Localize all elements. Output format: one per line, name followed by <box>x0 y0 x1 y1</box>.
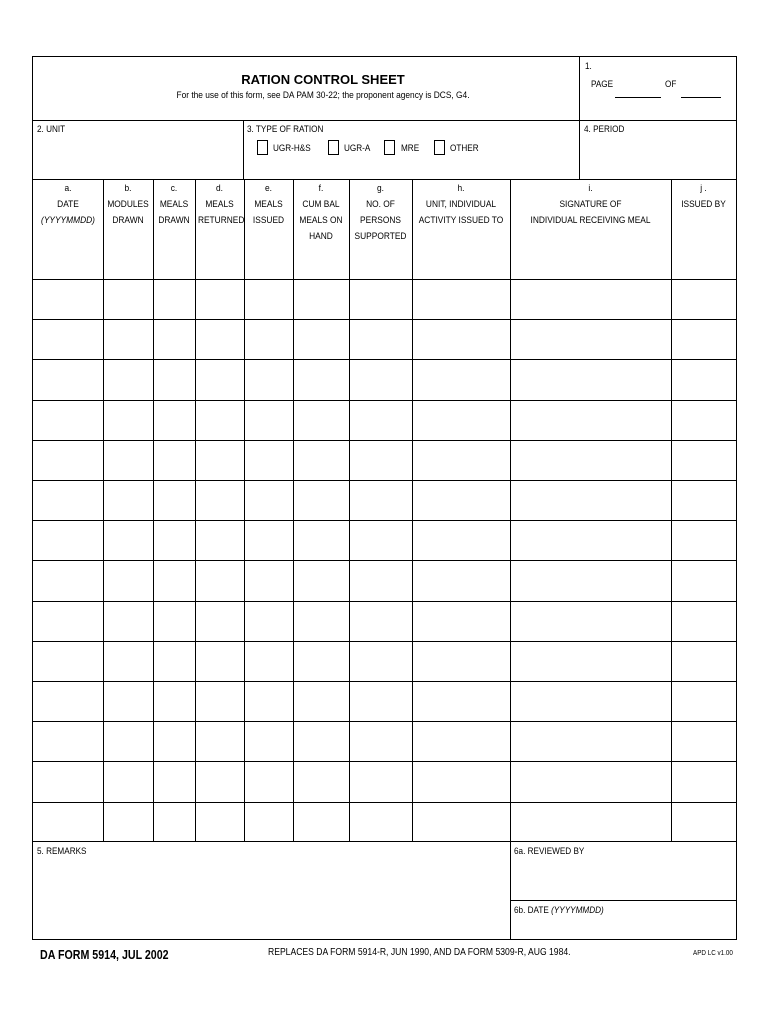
column-label-line: PERSONS <box>360 215 401 226</box>
column-label-line: DRAWN <box>158 215 190 226</box>
table-cell[interactable] <box>413 401 509 439</box>
table-cell[interactable] <box>154 401 194 439</box>
table-cell[interactable] <box>196 561 243 599</box>
option-mre-label: MRE <box>401 143 420 154</box>
table-cell[interactable] <box>196 481 243 519</box>
column-label-line: MEALS <box>254 199 283 210</box>
table-cell[interactable] <box>511 602 670 640</box>
table-cell[interactable] <box>413 280 509 318</box>
table-cell[interactable] <box>245 561 292 599</box>
table-cell[interactable] <box>294 441 348 479</box>
form-subtitle: For the use of this form, see DA PAM 30-22; the proponent agency is DCS, G4. <box>176 90 470 101</box>
checkbox-ugr-hs[interactable] <box>257 140 268 155</box>
column-label-line: MODULES <box>107 199 149 210</box>
table-cell[interactable] <box>672 762 735 800</box>
table-cell[interactable] <box>294 280 348 318</box>
table-cell[interactable] <box>245 762 292 800</box>
table-cell[interactable] <box>672 561 735 599</box>
checkbox-ugr-a[interactable] <box>328 140 339 155</box>
table-cell[interactable] <box>34 280 102 318</box>
table-cell[interactable] <box>672 360 735 398</box>
column-label-line: INDIVIDUAL RECEIVING MEAL <box>530 215 651 226</box>
table-cell[interactable] <box>350 682 411 720</box>
table-cell[interactable] <box>34 561 102 599</box>
column-header-3 <box>153 181 195 277</box>
table-cell[interactable] <box>245 481 292 519</box>
table-cell[interactable] <box>34 803 102 841</box>
table-cell[interactable] <box>245 360 292 398</box>
table-cell[interactable] <box>34 481 102 519</box>
table-cell[interactable] <box>196 762 243 800</box>
table-cell[interactable] <box>511 481 670 519</box>
table-cell[interactable] <box>196 642 243 680</box>
option-ugr-a-label: UGR-A <box>344 143 371 154</box>
column-header-8 <box>412 181 510 277</box>
table-cell[interactable] <box>104 441 152 479</box>
table-cell[interactable] <box>511 642 670 680</box>
unit-field[interactable] <box>33 121 243 179</box>
table-cell[interactable] <box>196 401 243 439</box>
table-cell[interactable] <box>350 762 411 800</box>
table-cell[interactable] <box>34 521 102 559</box>
column-letter: h. <box>457 183 465 194</box>
table-cell[interactable] <box>245 401 292 439</box>
table-cell[interactable] <box>104 682 152 720</box>
column-letter: i. <box>588 183 593 194</box>
table-cell[interactable] <box>196 320 243 358</box>
table-cell[interactable] <box>350 602 411 640</box>
table-cell[interactable] <box>672 803 735 841</box>
table-cell[interactable] <box>413 481 509 519</box>
ration-type-label: 3. TYPE OF RATION <box>247 124 324 135</box>
table-cell[interactable] <box>672 521 735 559</box>
unit-label: 2. UNIT <box>37 124 66 135</box>
table-cell[interactable] <box>350 521 411 559</box>
table-cell[interactable] <box>413 762 509 800</box>
table-cell[interactable] <box>34 722 102 760</box>
table-cell[interactable] <box>154 360 194 398</box>
column-header-6 <box>293 181 349 277</box>
column-header-2 <box>103 181 153 277</box>
table-cell[interactable] <box>511 441 670 479</box>
table-cell[interactable] <box>154 722 194 760</box>
table-cell[interactable] <box>672 481 735 519</box>
table-cell[interactable] <box>154 320 194 358</box>
review-date-field[interactable] <box>511 901 736 939</box>
table-cell[interactable] <box>104 602 152 640</box>
table-cell[interactable] <box>294 722 348 760</box>
table-cell[interactable] <box>350 280 411 318</box>
table-cell[interactable] <box>350 561 411 599</box>
table-cell[interactable] <box>294 521 348 559</box>
column-label-line: (YYYYMMDD) <box>41 215 95 226</box>
replaces-note: REPLACES DA FORM 5914-R, JUN 1990, AND DA FORM 5309-R, AUG 1984. <box>268 947 571 958</box>
table-cell[interactable] <box>511 682 670 720</box>
table-cell[interactable] <box>154 481 194 519</box>
table-cell[interactable] <box>511 320 670 358</box>
table-cell[interactable] <box>154 762 194 800</box>
column-label-line: RETURNED <box>197 215 245 226</box>
table-cell[interactable] <box>245 521 292 559</box>
table-cell[interactable] <box>34 682 102 720</box>
table-cell[interactable] <box>511 762 670 800</box>
column-header-7 <box>349 181 412 277</box>
column-label-line: SUPPORTED <box>354 231 407 242</box>
column-letter: b. <box>124 183 132 194</box>
page-label: PAGE <box>591 79 614 90</box>
table-cell[interactable] <box>672 642 735 680</box>
table-cell[interactable] <box>34 602 102 640</box>
table-cell[interactable] <box>350 642 411 680</box>
table-cell[interactable] <box>245 441 292 479</box>
table-cell[interactable] <box>350 401 411 439</box>
table-cell[interactable] <box>104 521 152 559</box>
table-cell[interactable] <box>245 602 292 640</box>
table-cell[interactable] <box>413 803 509 841</box>
table-cell[interactable] <box>672 441 735 479</box>
table-cell[interactable] <box>413 642 509 680</box>
table-cell[interactable] <box>154 803 194 841</box>
table-cell[interactable] <box>104 561 152 599</box>
table-cell[interactable] <box>511 401 670 439</box>
table-cell[interactable] <box>154 602 194 640</box>
table-cell[interactable] <box>245 280 292 318</box>
column-header-10 <box>671 181 736 277</box>
option-ugr-hs-label: UGR-H&S <box>273 143 311 154</box>
column-letter: d. <box>216 183 223 194</box>
column-letter: e. <box>265 183 272 194</box>
checkbox-other[interactable] <box>434 140 445 155</box>
table-cell[interactable] <box>350 360 411 398</box>
table-cell[interactable] <box>196 682 243 720</box>
table-cell[interactable] <box>245 803 292 841</box>
column-label-line: MEALS <box>159 199 189 210</box>
table-cell[interactable] <box>294 642 348 680</box>
page-total-field[interactable] <box>681 97 721 98</box>
table-cell[interactable] <box>154 280 194 318</box>
table-cell[interactable] <box>34 642 102 680</box>
table-cell[interactable] <box>413 722 509 760</box>
table-cell[interactable] <box>34 401 102 439</box>
table-cell[interactable] <box>196 441 243 479</box>
table-cell[interactable] <box>34 441 102 479</box>
table-cell[interactable] <box>154 642 194 680</box>
ration-control-form <box>32 56 737 940</box>
table-cell[interactable] <box>34 320 102 358</box>
table-cell[interactable] <box>413 602 509 640</box>
table-cell[interactable] <box>350 803 411 841</box>
table-cell[interactable] <box>245 722 292 760</box>
option-other-label: OTHER <box>450 143 479 154</box>
table-cell[interactable] <box>294 762 348 800</box>
table-cell[interactable] <box>511 280 670 318</box>
column-label-line: ISSUED BY <box>681 199 726 210</box>
table-cell[interactable] <box>104 481 152 519</box>
table-cell[interactable] <box>104 762 152 800</box>
of-label: OF <box>665 79 677 90</box>
column-letter: c. <box>170 183 178 194</box>
table-cell[interactable] <box>104 320 152 358</box>
table-cell[interactable] <box>196 602 243 640</box>
column-letter: j . <box>700 183 707 194</box>
table-cell[interactable] <box>154 521 194 559</box>
review-date-label: 6b. DATE (YYYYMMDD) <box>514 905 604 916</box>
column-label-line: CUM BAL <box>302 199 340 210</box>
table-cell[interactable] <box>196 280 243 318</box>
remarks-field[interactable] <box>33 842 510 940</box>
table-cell[interactable] <box>154 561 194 599</box>
table-cell[interactable] <box>196 722 243 760</box>
table-cell[interactable] <box>104 803 152 841</box>
table-cell[interactable] <box>294 401 348 439</box>
column-label-line: ACTIVITY ISSUED TO <box>418 215 504 226</box>
column-label-line: MEALS <box>205 199 234 210</box>
column-header-5 <box>244 181 293 277</box>
period-field[interactable] <box>580 121 736 179</box>
column-label-line: UNIT, INDIVIDUAL <box>425 199 497 210</box>
table-cell[interactable] <box>196 521 243 559</box>
table-cell[interactable] <box>511 561 670 599</box>
page-number-field[interactable] <box>615 97 661 98</box>
column-header-4 <box>195 181 244 277</box>
form-id: DA FORM 5914, JUL 2002 <box>40 947 169 962</box>
table-cell[interactable] <box>511 360 670 398</box>
checkbox-mre[interactable] <box>384 140 395 155</box>
table-cell[interactable] <box>154 682 194 720</box>
remarks-label: 5. REMARKS <box>37 846 87 857</box>
column-letter: a. <box>64 183 72 194</box>
table-cell[interactable] <box>413 360 509 398</box>
table-cell[interactable] <box>350 722 411 760</box>
table-cell[interactable] <box>104 280 152 318</box>
table-cell[interactable] <box>511 521 670 559</box>
column-label-line: HAND <box>309 231 333 242</box>
table-cell[interactable] <box>294 320 348 358</box>
column-letter: f. <box>318 183 324 194</box>
table-cell[interactable] <box>413 441 509 479</box>
reviewed-by-label: 6a. REVIEWED BY <box>514 846 585 857</box>
table-cell[interactable] <box>672 401 735 439</box>
page-block-number: 1. <box>585 61 592 72</box>
column-label-line: DATE <box>57 199 79 210</box>
table-cell[interactable] <box>413 561 509 599</box>
table-cell[interactable] <box>104 722 152 760</box>
column-letter: g. <box>377 183 384 194</box>
column-label-line: ISSUED <box>252 215 285 226</box>
table-cell[interactable] <box>413 682 509 720</box>
table-cell[interactable] <box>672 280 735 318</box>
column-header-1 <box>33 181 103 277</box>
reviewed-by-field[interactable] <box>511 842 736 900</box>
table-cell[interactable] <box>350 481 411 519</box>
table-cell[interactable] <box>350 320 411 358</box>
column-label-line: NO. OF <box>366 199 395 210</box>
table-cell[interactable] <box>511 722 670 760</box>
table-cell[interactable] <box>245 642 292 680</box>
version-label: APD LC v1.00 <box>693 950 733 957</box>
table-cell[interactable] <box>196 360 243 398</box>
column-header-9 <box>510 181 671 277</box>
column-label-line: SIGNATURE OF <box>559 199 622 210</box>
table-cell[interactable] <box>672 320 735 358</box>
column-label-line: DRAWN <box>112 215 144 226</box>
form-title: RATION CONTROL SHEET <box>241 72 405 87</box>
table-cell[interactable] <box>104 642 152 680</box>
table-cell[interactable] <box>294 481 348 519</box>
table-cell[interactable] <box>413 521 509 559</box>
period-label: 4. PERIOD <box>584 124 625 135</box>
table-cell[interactable] <box>34 762 102 800</box>
table-cell[interactable] <box>104 360 152 398</box>
table-cell[interactable] <box>672 722 735 760</box>
table-cell[interactable] <box>196 803 243 841</box>
table-cell[interactable] <box>294 682 348 720</box>
table-cell[interactable] <box>294 602 348 640</box>
table-cell[interactable] <box>672 602 735 640</box>
table-cell[interactable] <box>294 561 348 599</box>
table-cell[interactable] <box>294 803 348 841</box>
table-cell[interactable] <box>413 320 509 358</box>
table-cell[interactable] <box>294 360 348 398</box>
table-cell[interactable] <box>154 441 194 479</box>
table-cell[interactable] <box>245 320 292 358</box>
table-cell[interactable] <box>350 441 411 479</box>
table-cell[interactable] <box>104 401 152 439</box>
table-cell[interactable] <box>245 682 292 720</box>
table-cell[interactable] <box>511 803 670 841</box>
table-cell[interactable] <box>672 682 735 720</box>
table-cell[interactable] <box>34 360 102 398</box>
column-label-line: MEALS ON <box>299 215 343 226</box>
